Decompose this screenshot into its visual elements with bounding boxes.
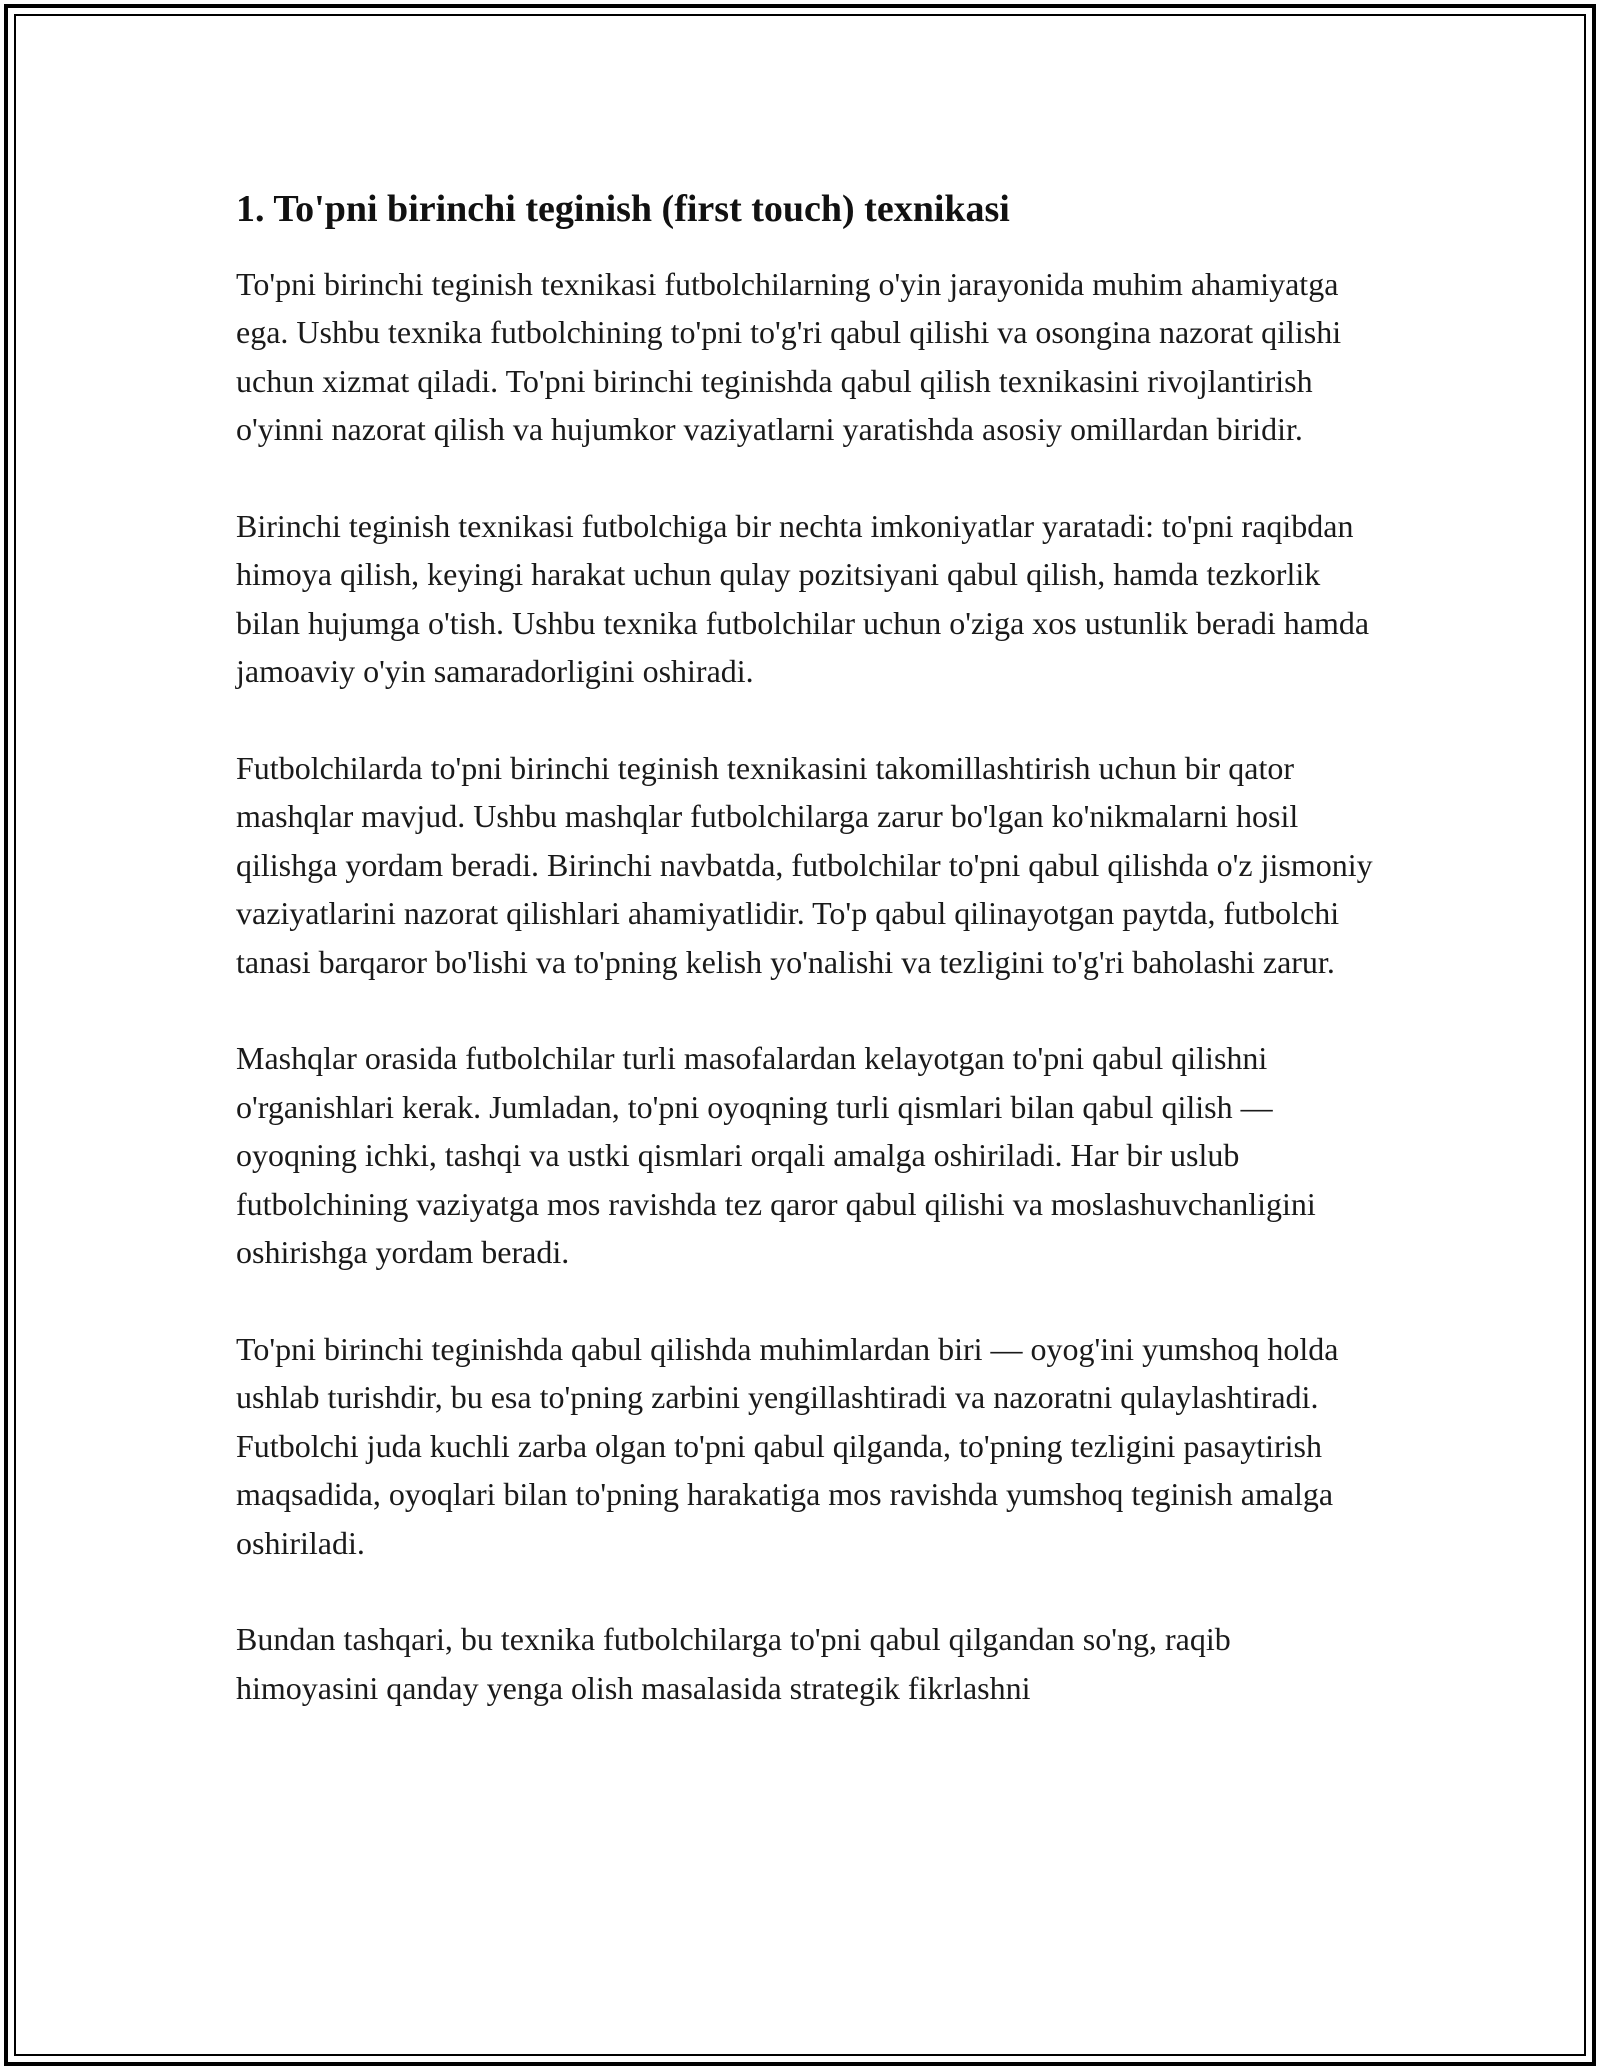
paragraph-5: To'pni birinchi teginishda qabul qilishda muhimlardan biri — oyog'ini yumshoq holda ushlab turishdir, bu esa to'pning zarbini yengillashtiradi va nazoratni qulaylashtiradi. Futbolchi juda kuchli zarba olgan to'pni qabul qilganda, to'pning tezligini pasaytirish maqsadida, oyoqlari bilan to'pning harakatiga mos ravishda yumshoq teginish amalga oshiriladi. xyxy=(236,1330,1339,1561)
paragraph-4: Mashqlar orasida futbolchilar turli masofalardan kelayotgan to'pni qabul qilishni o'rganishlari kerak. Jumladan, to'pni oyoqning turli qismlari bilan qabul qilish — oyoqning ichki, tashqi va ustki qismlari orqali amalga oshiriladi. Har bir uslub futbolchining vaziyatga mos ravishda tez qaror qabul qilishi va moslashuvchanligini oshirishga yordam beradi. xyxy=(236,1040,1316,1270)
paragraph-1: To'pni birinchi teginish texnikasi futbolchilarning o'yin jarayonida muhim ahamiyatga ega. Ushbu texnika futbolchining to'pni to'g'ri qabul qilishi va osongina nazorat qilishi uchun xizmat qiladi. To'pni birinchi teginishda qabul qilish texnikasini rivojlantirish o'yinni nazorat qilish va hujumkor vaziyatlarni yaratishda asosiy omillardan biridir. xyxy=(236,265,1342,447)
paragraph-3: Futbolchilarda to'pni birinchi teginish texnikasini takomillashtirish uchun bir qator mashqlar mavjud. Ushbu mashqlar futbolchilarga zarur bo'lgan ko'nikmalarni hosil qilishga yordam beradi. Birinchi navbatda, futbolchilar to'pni qabul qilishda o'z jismoniy vaziyatlarini nazorat qilishlari ahamiyatlidir. To'p qabul qilinayotgan paytda, futbolchi tanasi barqaror bo'lishi va to'pning kelish yo'nalishi va tezligini to'g'ri baholashi zarur. xyxy=(236,749,1373,980)
paragraph-6: Bundan tashqari, bu texnika futbolchilarga to'pni qabul qilgandan so'ng, raqib himoyasini qanday yenga olish masalasida strategik fikrlashni xyxy=(236,1621,1231,1706)
document-body xyxy=(236,186,1376,1760)
paragraph-2: Birinchi teginish texnikasi futbolchiga bir nechta imkoniyatlar yaratadi: to'pni raqibdan himoya qilish, keyingi harakat uchun qulay pozitsiyani qabul qilish, hamda tezkorlik bilan hujumga o'tish. Ushbu texnika futbolchilar uchun o'ziga xos ustunlik beradi hamda jamoaviy o'yin samaradorligini oshiradi. xyxy=(236,507,1370,689)
section-title: 1. To'pni birinchi teginish (first touch) texnikasi xyxy=(236,188,1010,230)
